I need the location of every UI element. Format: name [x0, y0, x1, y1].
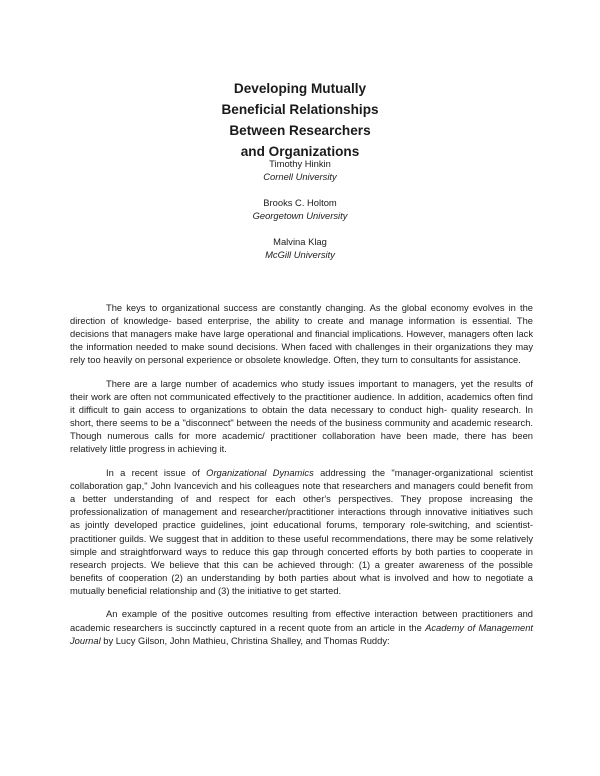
author-block: [0, 196, 600, 222]
author-name: Malvina Klag: [273, 236, 327, 247]
author-list: [0, 157, 600, 274]
paragraph-text: An example of the positive outcomes resulting from effective interaction between practitioners and academic researchers is succinctly captured in a recent quote from an article in the: [70, 609, 533, 633]
paragraph-text: addressing the "manager-organizational scientist collaboration gap," John Ivancevich and his colleagues note that researchers and managers could benefit from a better understanding of and respect for each other's perspectives. They propose increasing the professionalization of management and researcher/practitioner interactions through innovative initiatives such as jointly developed practice guidelines, joint educational forums, temporary role-switching, and scientist-practitioner guilds. We suggest that in addition to these useful recommendations, there may be some relatively simple and straightforward ways to reduce this gap through concerted efforts by both parties to cooperate in research projects. We believe that this can be achieved through: (1) a greater awareness of the possible benefits of cooperation (2) an understanding by both parties about what is involved and how to negotiate a mutually beneficial relationship and (3) the initiative to get started.: [70, 468, 533, 596]
author-affiliation: Georgetown University: [252, 210, 348, 221]
author-block: [0, 157, 600, 183]
author-affiliation: Cornell University: [263, 171, 337, 182]
journal-title: Organizational Dynamics: [206, 468, 314, 479]
author-name: Timothy Hinkin: [269, 158, 331, 169]
author-name: Brooks C. Holtom: [263, 197, 337, 208]
body-paragraph-1: The keys to organizational success are constantly changing. As the global economy evolves in the direction of knowledge- based enterprise, the ability to create and manage information is essential. The decisions that managers make have large operational and financial implications. However, managers often lack the information needed to make sound decisions. When faced with challenges in their organizations they may rely too heavily on personal experience or obsolete knowledge. Often, they turn to consultants for assistance.: [70, 303, 533, 366]
body-paragraph-2: There are a large number of academics who study issues important to managers, yet the results of their work are often not communicated effectively to the practitioner audience. In addition, academics often find it difficult to gain access to organizations to obtain the data necessary to conduct high- quality research. In short, there seems to be a "disconnect" between the needs of the business community and academic research. Though numerous calls for more academic/ practitioner collaboration have been made, there has been relatively little progress in achieving it.: [70, 378, 533, 455]
author-affiliation: McGill University: [265, 249, 335, 260]
author-block: [0, 235, 600, 261]
body-paragraph-4: [70, 608, 533, 647]
paragraph-text: by Lucy Gilson, John Mathieu, Christina Shalley, and Thomas Ruddy:: [100, 635, 390, 646]
title-line-3: Between Researchers: [229, 123, 371, 138]
journal-title: Academy of Management Journal: [70, 622, 533, 646]
title-line-2: Beneficial Relationships: [221, 102, 379, 117]
paper-title: [0, 78, 600, 162]
title-line-4: and Organizations: [240, 144, 360, 159]
body-text: [70, 302, 533, 658]
body-paragraph-3: [70, 467, 533, 598]
paragraph-text: In a recent issue of: [106, 468, 207, 479]
title-line-1: Developing Mutually: [233, 81, 367, 96]
